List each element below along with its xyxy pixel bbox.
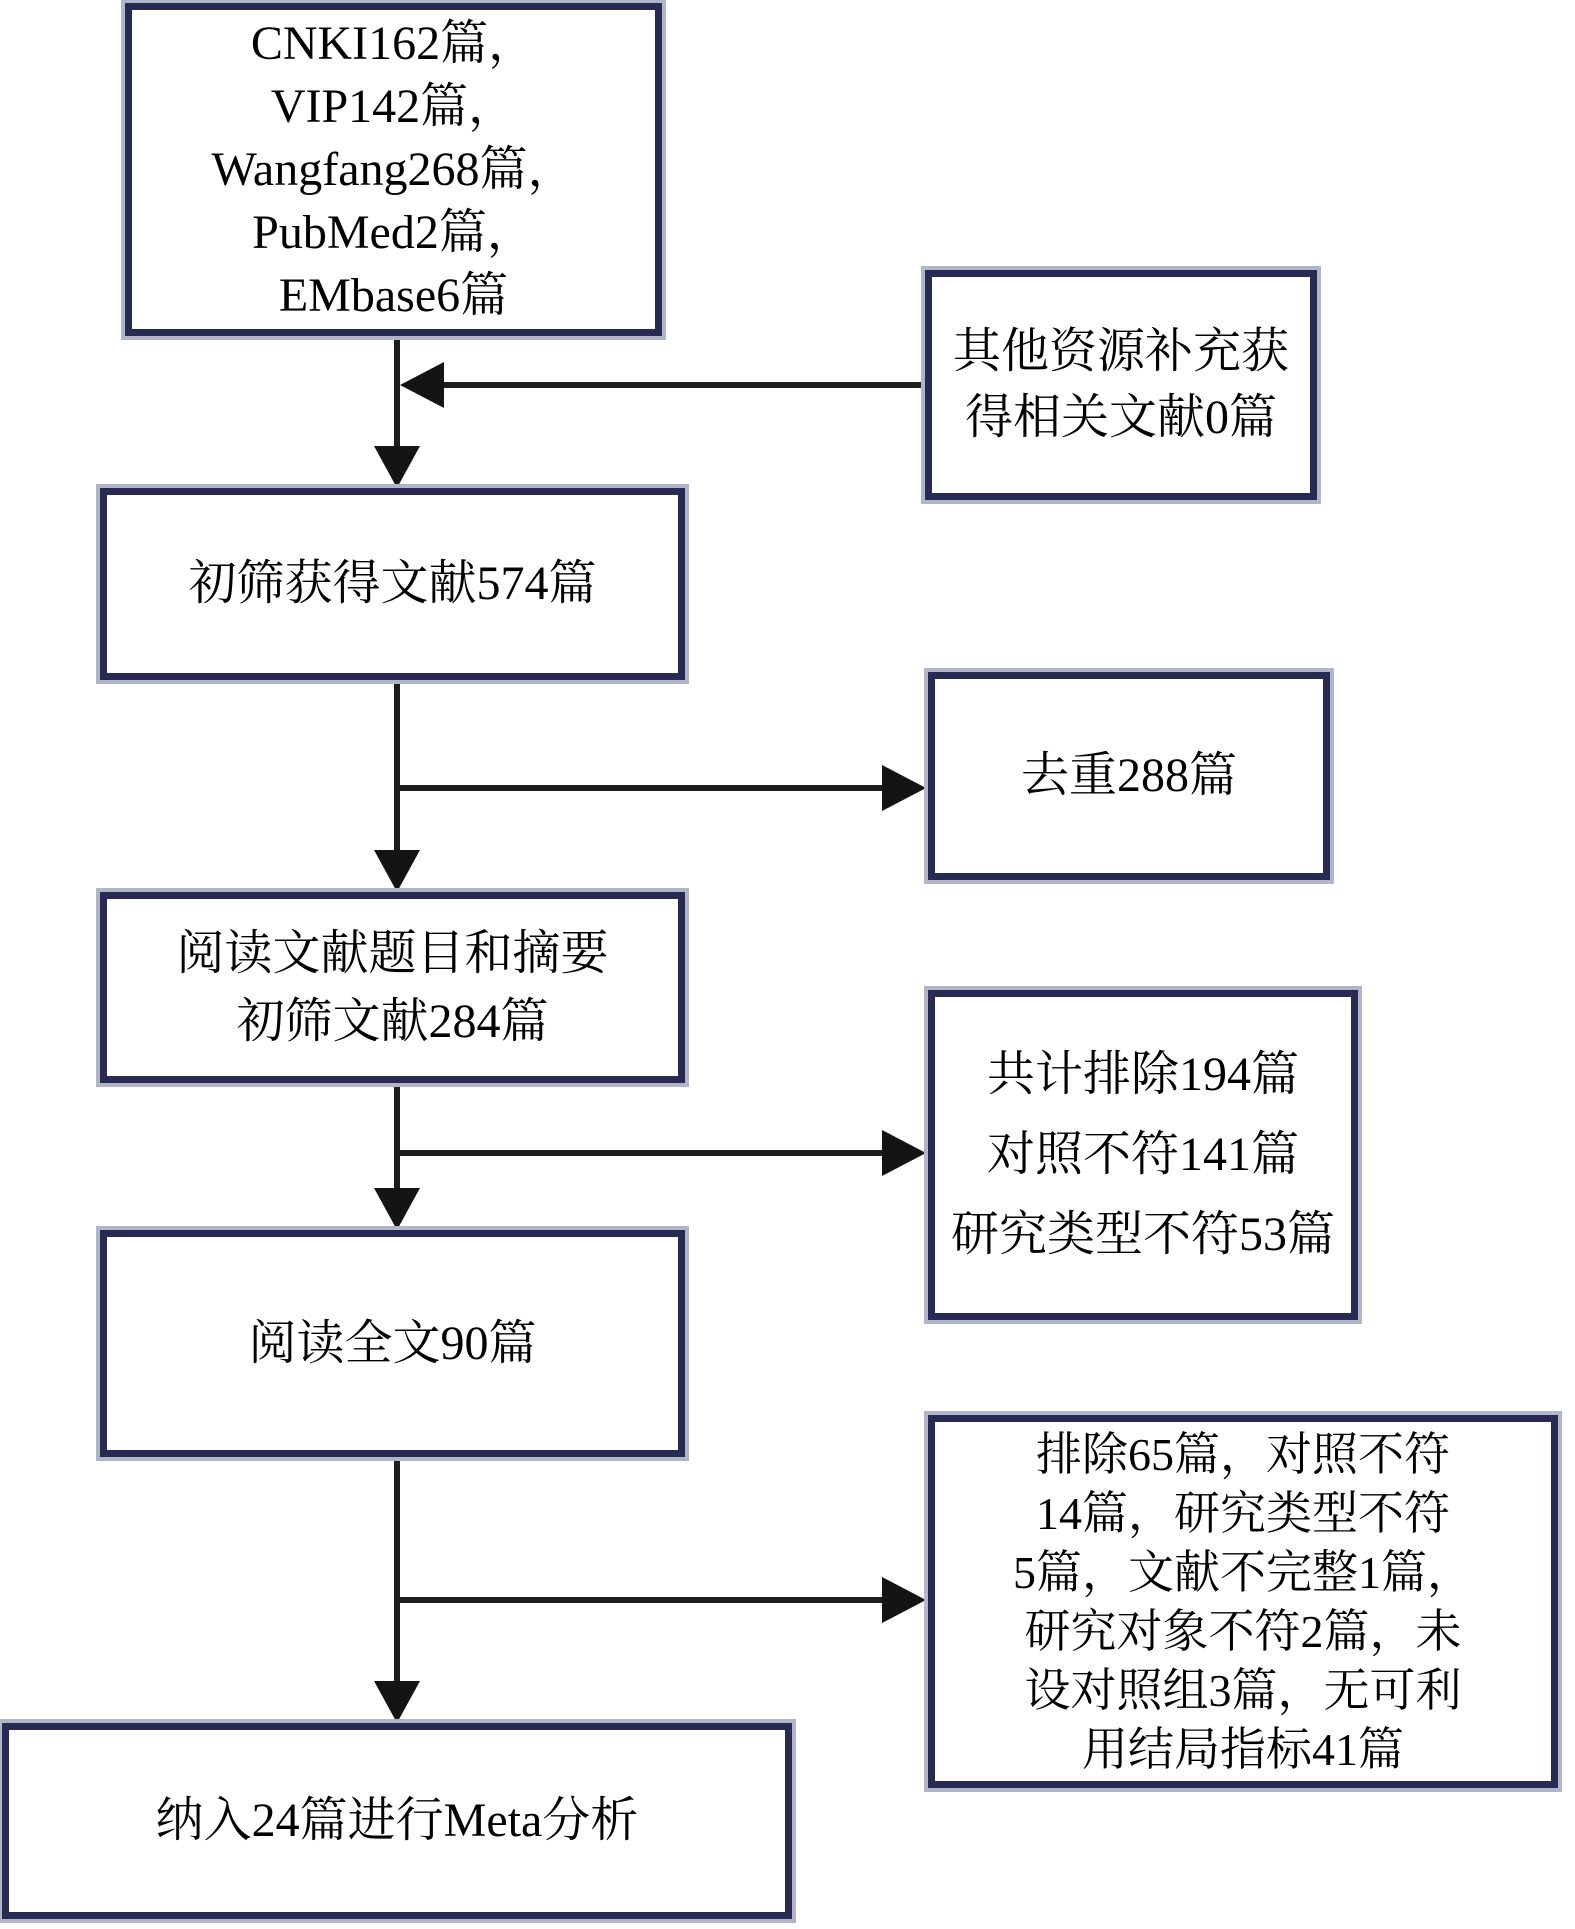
source-line-vip: VIP142篇， bbox=[270, 80, 517, 133]
arrowhead-down-included bbox=[374, 1681, 420, 1723]
initial-screen-line: 初筛获得文献574篇 bbox=[188, 557, 597, 610]
fulltext-line: 阅读全文90篇 bbox=[248, 1316, 537, 1370]
box-initial-screen bbox=[100, 488, 685, 680]
box-database-sources bbox=[125, 3, 662, 336]
excluded-ta-line: 共计排除194篇 bbox=[986, 1048, 1299, 1101]
box-excluded-title-abstract bbox=[928, 990, 1358, 1320]
box-included-meta-analysis bbox=[2, 1723, 792, 1919]
arrowhead-right-excluded-ft bbox=[882, 1577, 926, 1623]
arrowhead-down-titleabs bbox=[374, 850, 420, 892]
source-line-wangfang: Wangfang268篇， bbox=[211, 143, 576, 196]
excluded-ft-line: 14篇，研究类型不符 bbox=[1036, 1487, 1450, 1539]
included-line: 纳入24篇进行Meta分析 bbox=[155, 1794, 639, 1847]
other-sources-line: 其他资源补充获 bbox=[952, 325, 1289, 378]
arrowhead-right-excluded-ta bbox=[882, 1130, 926, 1176]
excluded-ft-line: 设对照组3篇，无可利 bbox=[1024, 1664, 1462, 1716]
excluded-ft-line: 研究对象不符2篇，未 bbox=[1024, 1605, 1462, 1657]
excluded-ft-line: 用结局指标41篇 bbox=[1082, 1723, 1404, 1775]
excluded-ft-line: 排除65篇，对照不符 bbox=[1036, 1428, 1450, 1480]
dedup-line: 去重288篇 bbox=[1020, 749, 1237, 802]
arrowhead-down-initial bbox=[374, 446, 420, 488]
box-title-abstract-screen bbox=[100, 892, 685, 1083]
excluded-ta-line: 对照不符141篇 bbox=[986, 1128, 1299, 1181]
source-line-pubmed: PubMed2篇， bbox=[252, 206, 535, 259]
source-line-embase: EMbase6篇 bbox=[278, 269, 509, 322]
box-other-sources bbox=[925, 270, 1317, 500]
other-sources-line: 得相关文献0篇 bbox=[964, 391, 1277, 444]
title-abstract-line: 初筛文献284篇 bbox=[236, 994, 549, 1048]
title-abstract-line: 阅读文献题目和摘要 bbox=[176, 926, 609, 980]
excluded-ft-line: 5篇，文献不完整1篇， bbox=[1013, 1546, 1473, 1598]
arrowhead-left-spine bbox=[400, 362, 444, 408]
excluded-ta-line: 研究类型不符53篇 bbox=[950, 1208, 1335, 1261]
source-line-cnki: CNKI162篇， bbox=[250, 17, 537, 70]
arrowhead-right-dedup bbox=[882, 765, 926, 811]
box-fulltext-review bbox=[100, 1230, 685, 1457]
box-excluded-fulltext bbox=[928, 1415, 1558, 1788]
arrowhead-down-fulltext bbox=[374, 1188, 420, 1230]
box-duplicates-removed bbox=[928, 672, 1330, 880]
